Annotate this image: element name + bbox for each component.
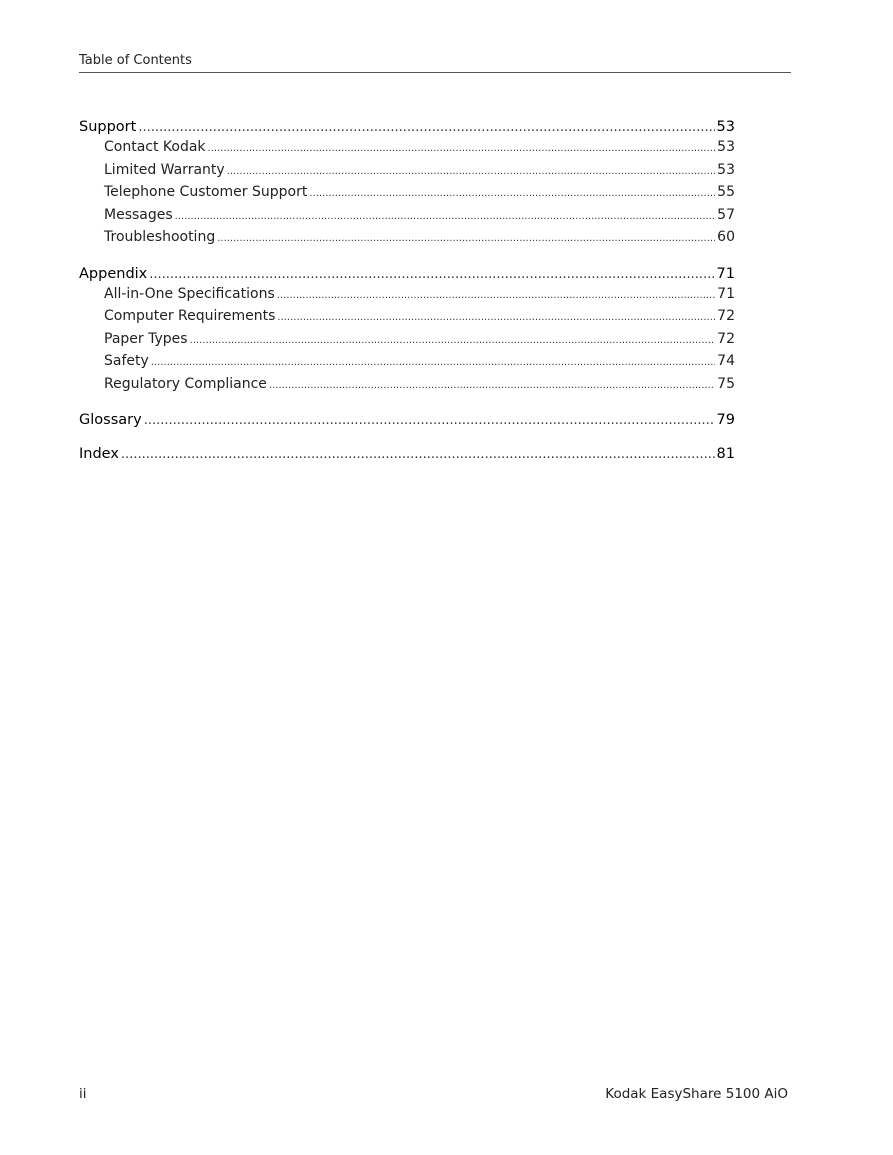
- toc-entry-title: Troubleshooting: [104, 229, 216, 245]
- toc-entry-title: Safety: [104, 353, 149, 369]
- toc-entry-contact-kodak[interactable]: [79, 136, 735, 159]
- toc-entry-page: 53: [717, 161, 735, 178]
- toc-entry-title: Messages: [104, 206, 173, 223]
- toc-section-appendix: [79, 265, 735, 396]
- dot-leader: [149, 266, 714, 283]
- toc-entry-index[interactable]: [79, 445, 735, 463]
- toc-section-index: [79, 445, 735, 463]
- toc-entry-title: All-in-One Specifications: [104, 285, 275, 302]
- dot-leader: [208, 138, 716, 159]
- dot-leader: [269, 375, 715, 396]
- toc-entry-support[interactable]: [79, 118, 735, 136]
- toc-entry-page: 60: [717, 229, 735, 245]
- dot-leader: [190, 330, 716, 351]
- dot-leader: [217, 228, 715, 249]
- toc-entry-page: 74: [717, 353, 735, 369]
- toc-entry-glossary[interactable]: [79, 411, 735, 429]
- dot-leader: [227, 161, 715, 182]
- running-footer: [79, 1086, 788, 1104]
- footer-product-name: Kodak EasyShare 5100 AiO: [605, 1086, 788, 1102]
- toc-entry-page: 55: [717, 184, 735, 200]
- toc-entry-all-in-one-specifications[interactable]: [79, 283, 735, 306]
- toc-entry-page: 79: [716, 412, 735, 428]
- dot-leader: [138, 119, 714, 136]
- toc-entry-page: 72: [717, 330, 735, 347]
- table-of-contents: [79, 118, 735, 479]
- running-header-title: Table of Contents: [79, 53, 192, 68]
- toc-entry-page: 53: [716, 119, 735, 135]
- dot-leader: [277, 285, 715, 306]
- toc-entry-troubleshooting[interactable]: [79, 226, 735, 249]
- toc-entry-title: Telephone Customer Support: [104, 184, 308, 200]
- toc-entry-title: Limited Warranty: [104, 161, 225, 178]
- dot-leader: [144, 412, 715, 429]
- toc-entry-regulatory-compliance[interactable]: [79, 373, 735, 396]
- toc-entry-appendix[interactable]: [79, 265, 735, 283]
- toc-entry-title: Regulatory Compliance: [104, 375, 267, 392]
- toc-entry-title: Contact Kodak: [104, 139, 206, 155]
- toc-entry-messages[interactable]: [79, 204, 735, 227]
- toc-entry-safety[interactable]: [79, 350, 735, 373]
- toc-entry-title: Computer Requirements: [104, 308, 276, 324]
- dot-leader: [121, 446, 715, 463]
- toc-section-glossary: [79, 411, 735, 429]
- toc-entry-title: Glossary: [79, 412, 142, 428]
- dot-leader: [151, 352, 715, 373]
- running-header: [79, 52, 791, 73]
- toc-entry-page: 57: [717, 206, 735, 223]
- toc-entry-title: Index: [79, 446, 119, 462]
- toc-entry-telephone-customer-support[interactable]: [79, 181, 735, 204]
- toc-entry-computer-requirements[interactable]: [79, 305, 735, 328]
- dot-leader: [175, 206, 716, 227]
- dot-leader: [277, 307, 715, 328]
- toc-entry-title: Appendix: [79, 265, 148, 282]
- toc-entry-paper-types[interactable]: [79, 328, 735, 351]
- dot-leader: [309, 183, 715, 204]
- toc-entry-title: Support: [79, 119, 137, 135]
- toc-entry-page: 53: [717, 139, 735, 155]
- toc-entry-page: 71: [717, 285, 735, 302]
- footer-page-number: ii: [79, 1086, 87, 1102]
- toc-entry-page: 75: [717, 375, 735, 392]
- toc-entry-page: 81: [716, 446, 735, 462]
- toc-entry-title: Paper Types: [104, 330, 188, 347]
- toc-section-support: [79, 118, 735, 249]
- toc-entry-page: 72: [717, 308, 735, 324]
- toc-entry-page: 71: [716, 265, 735, 282]
- toc-entry-limited-warranty[interactable]: [79, 159, 735, 182]
